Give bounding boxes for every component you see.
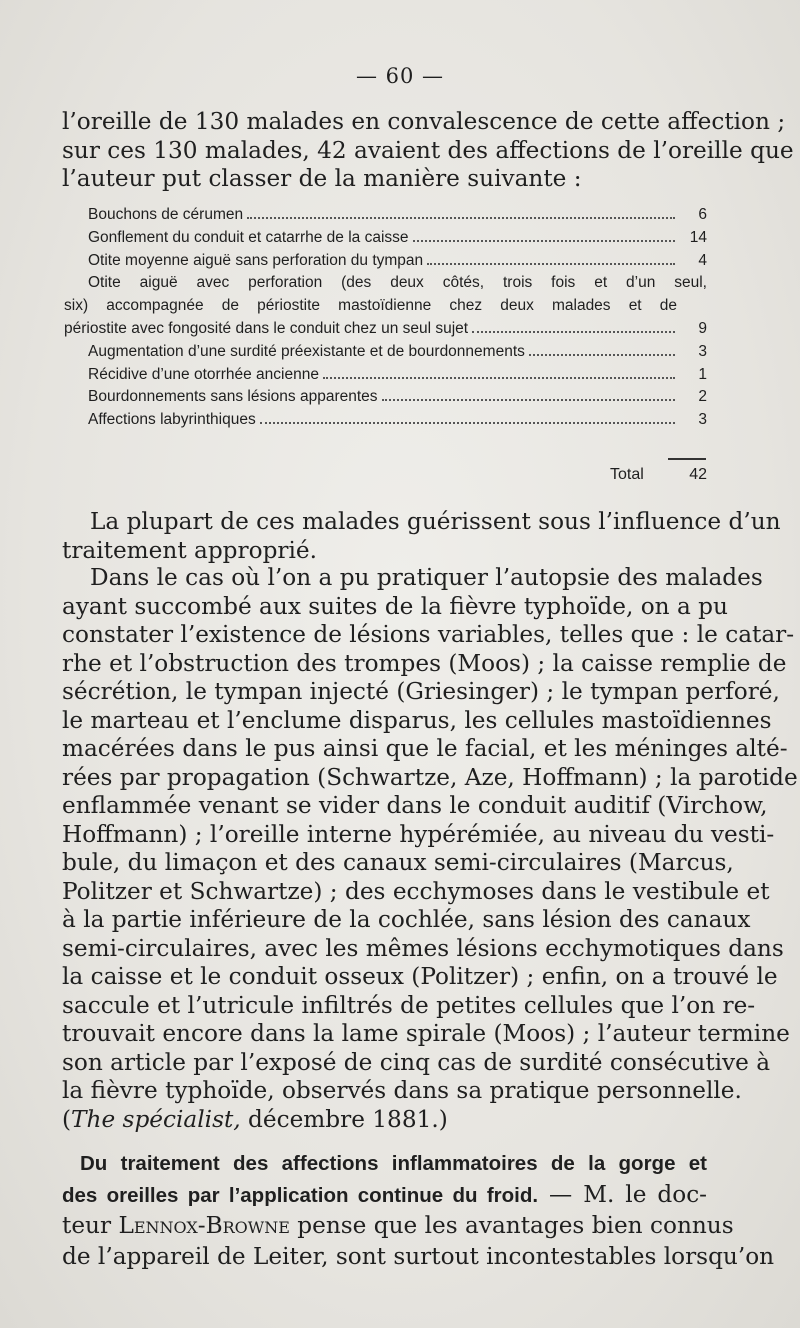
list-item-label: Bouchons de cérumen (88, 206, 244, 223)
page-number: — 60 — (355, 64, 445, 88)
paragraph-line: constater l’existence de lésions variables, telles que : le catar- (62, 621, 795, 648)
paragraph-line: rées par propagation (Schwartze, Aze, Hoffmann) ; la parotide (62, 763, 798, 791)
author-name: Lennox-Browne (118, 1212, 290, 1239)
paragraph-line: ayant succombé aux suites de la fièvre typhoïde, on a pu (62, 592, 728, 620)
list-item-count: 1 (698, 365, 707, 383)
citation-line (62, 1106, 707, 1135)
leader-dots (472, 331, 675, 333)
intro-line: sur ces 130 malades, 42 avaient des affections de l’oreille que (62, 136, 794, 164)
section-title-line: Du traitement des affections inflammatoires de la gorge et (80, 1152, 707, 1175)
section-title-line: des oreilles par l’application continue du froid. (62, 1183, 539, 1207)
paragraph-line: saccule et l’utricule infiltrés de petites cellules que l’on re- (62, 991, 756, 1019)
list-item-count: 6 (698, 206, 707, 223)
paragraph-line: La plupart de ces malades guérissent sous l’influence d’un (90, 508, 781, 535)
paragraph-autopsy (62, 564, 798, 1134)
list-item-label: Affections labyrinthiques (88, 411, 256, 429)
list-item (64, 250, 707, 273)
paragraph-cold-treatment (62, 1149, 775, 1272)
list-item-wrapped (64, 272, 707, 340)
paragraph-line: Hoffmann) ; l’oreille interne hypérémiée, au niveau du vesti- (62, 820, 775, 848)
paragraph-line: Politzer et Schwartze) ; des ecchymoses dans le vestibule et (62, 877, 770, 905)
paragraph-line: son article par l’exposé de cinq cas de surdité consécutive à (62, 1048, 771, 1076)
leader-dots (247, 217, 675, 219)
list-item-count: 9 (698, 319, 707, 337)
citation-journal: The spécialist, (71, 1105, 241, 1133)
list-item-count: 3 (698, 411, 707, 429)
paragraph-line: la caisse et le conduit osseux (Politzer) ; enfin, on a trouvé le (62, 963, 778, 990)
list-item-line: Otite aiguë avec perforation (des deux côtés, trois fois et d’un seul, (88, 274, 707, 292)
list-item-label: Augmentation d’une surdité préexistante et de bourdonnements (88, 342, 525, 360)
paragraph-line (62, 1180, 707, 1212)
list-item (64, 227, 707, 250)
list-item-count: 14 (689, 228, 707, 246)
paragraph-line: à la partie inférieure de la cochlée, sans lésion des canaux (62, 906, 751, 933)
paragraph-line: enflammée venant se vider dans le conduit auditif (Virchow, (62, 792, 768, 819)
paragraph-line (62, 1211, 734, 1242)
leader-dots (382, 399, 675, 401)
leader-dots (260, 422, 675, 424)
intro-paragraph (62, 108, 794, 194)
paragraph-line: le marteau et l’enclume disparus, les cellules mastoïdiennes (62, 706, 772, 734)
line-rest: pense que les avantages bien connus (289, 1212, 734, 1239)
list-item-count: 2 (698, 388, 707, 406)
total-row (610, 466, 707, 484)
leader-dots (413, 240, 675, 242)
list-item-count: 4 (698, 251, 707, 269)
list-item (64, 409, 707, 432)
total-label: Total (610, 466, 644, 483)
citation-open: ( (62, 1105, 72, 1133)
total-value: 42 (689, 466, 707, 483)
paragraph-line: rhe et l’obstruction des trompes (Moos) ; la caisse remplie de (62, 649, 787, 677)
paragraph-line: bule, du limaçon et des canaux semi-circulaires (Marcus, (62, 849, 734, 876)
intro-line: l’oreille de 130 malades en convalescence de cette affection ; (62, 108, 786, 135)
paragraph-line: sécrétion, le tympan injecté (Griesinger) ; le tympan perforé, (62, 678, 780, 705)
paragraph-line: de l’appareil de Leiter, sont surtout incontestables lorsqu’on (62, 1242, 775, 1270)
list-item-label: Bourdonnements sans lésions apparentes (88, 388, 378, 406)
leader-dots (529, 354, 675, 356)
list-item (64, 386, 707, 409)
total-rule (668, 458, 706, 460)
list-item-label: Gonflement du conduit et catarrhe de la caisse (88, 228, 409, 246)
affections-list (64, 204, 707, 432)
leader-dots (323, 377, 675, 379)
list-item (64, 341, 707, 364)
paragraph-line: trouvait encore dans la lame spirale (Moos) ; l’auteur termine (62, 1020, 790, 1047)
paragraph-line: semi-circulaires, avec les mêmes lésions ecchymotiques dans (62, 934, 784, 962)
paragraph-line: Dans le cas où l’on a pu pratiquer l’autopsie des malades (90, 564, 763, 591)
list-item-label: Otite moyenne aiguë sans perforation du tympan (88, 251, 424, 269)
list-item-label: périostite avec fongosité dans le conduit chez un seul sujet (64, 319, 469, 337)
paragraph-outcome (62, 508, 781, 565)
list-item (64, 204, 707, 227)
list-item-label: Récidive d’une otorrhée ancienne (88, 365, 319, 383)
paragraph-line: traitement approprié. (62, 536, 318, 564)
list-item (64, 364, 707, 387)
citation-date: décembre 1881.) (240, 1105, 448, 1133)
list-item-line: six) accompagnée de périostite mastoïdienne chez deux malades et de (64, 297, 677, 315)
paragraph-line: macérées dans le pus ainsi que le facial, et les méninges alté- (62, 735, 788, 762)
paragraph-line: la fièvre typhoïde, observés dans sa pratique personnelle. (62, 1077, 742, 1104)
intro-line: l’auteur put classer de la manière suivante : (62, 165, 582, 192)
list-item-count: 3 (698, 342, 707, 360)
line-prefix: teur (62, 1212, 119, 1239)
list-item-last-line (64, 318, 707, 341)
author-intro: — M. le doc- (538, 1180, 708, 1208)
leader-dots (427, 263, 675, 265)
